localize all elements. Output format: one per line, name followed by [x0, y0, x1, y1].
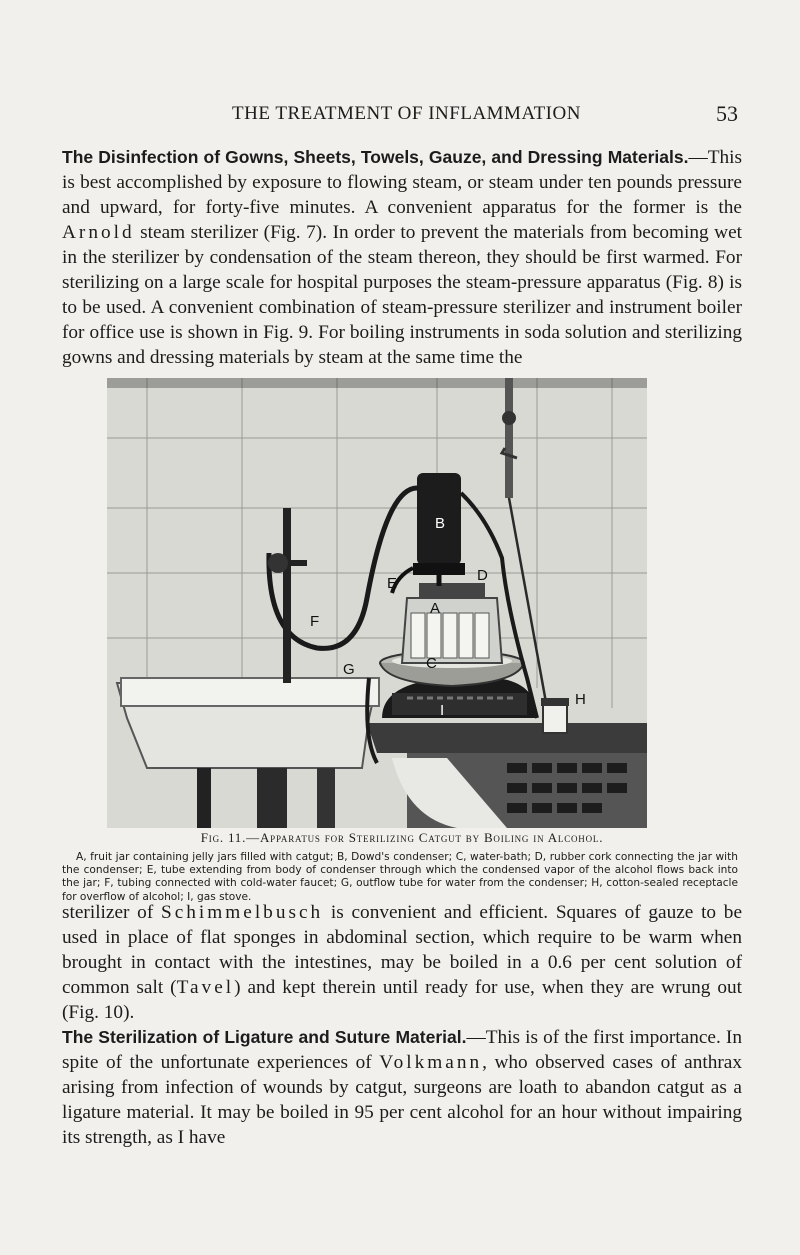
- figure-sterilizing-apparatus: [107, 378, 647, 828]
- label-f: F: [310, 613, 320, 630]
- running-title: THE TREATMENT OF INFLAMMATION: [232, 103, 581, 124]
- label-a: A: [430, 600, 441, 617]
- label-d: D: [477, 567, 488, 584]
- person-name-arnold: Arnold: [62, 222, 135, 243]
- paragraph-text: —This is of the first importance. In spite of the unfortunate experiences of: [62, 1027, 742, 1073]
- label-e: E: [387, 575, 398, 592]
- label-h: H: [575, 691, 586, 708]
- label-i: I: [440, 702, 445, 719]
- paragraph-text: is convenient and efficient. Squares of gauze to be used in place of flat sponges in abdominal section, which require to be warm when brought in contact with the intestines, may be boiled in a 0.6 per cent solution of common salt (: [62, 902, 742, 998]
- apparatus-photograph: [107, 378, 647, 828]
- section-heading-ligature: The Sterilization of Ligature and Suture Material.: [62, 1027, 467, 1047]
- paragraph-text: ) and kept therein until ready for use, when they are wrung out (Fig. 10).: [62, 977, 742, 1023]
- paragraph-text: —This is best accomplished by exposure to flowing steam, or steam under ten pounds pressure and upward, for forty-five minutes. A convenient apparatus for the former is the: [62, 147, 742, 218]
- label-c: C: [426, 655, 437, 672]
- label-g: G: [343, 661, 355, 678]
- paragraph-text: , who observed cases of anthrax arising from infection of wounds by catgut, surgeons are loath to abandon catgut as a ligature material. It may be boiled in 95 per cent alcohol for an hour without impairing its strength, as I have: [62, 1052, 742, 1148]
- paragraph-gowns-disinfection: [62, 145, 742, 370]
- paragraph-ligature-sterilization: [62, 900, 742, 1150]
- figure-legend: A, fruit jar containing jelly jars filled with catgut; B, Dowd's condenser; C, water-bath; D, rubber cork connecting the jar with the condenser; E, tube extending from body of condenser through which the condensed vapor of the alcohol flows back into the jar; F, tubing connected with cold-water faucet; G, outflow tube for water from the condenser; H, cotton-sealed receptacle for overflow of alcohol; I, gas stove.: [62, 851, 738, 903]
- figure-caption: Fig. 11.—Apparatus for Sterilizing Catgut by Boiling in Alcohol.: [200, 830, 604, 845]
- label-b: B: [435, 515, 446, 532]
- running-head: [62, 103, 738, 131]
- page-number: 53: [716, 101, 738, 126]
- person-name-schimmelbusch: Schimmelbusch: [160, 902, 324, 923]
- paragraph-text: sterilizer of: [62, 902, 161, 923]
- person-name-tavel: Tavel: [176, 977, 235, 998]
- section-heading-disinfection: The Disinfection of Gowns, Sheets, Towels, Gauze, and Dressing Materials.: [62, 147, 689, 167]
- person-name-volkmann: Volkmann: [379, 1052, 483, 1073]
- paragraph-text: steam sterilizer (Fig. 7). In order to prevent the materials from becoming wet in the sterilizer by condensation of the steam thereon, they should be first warmed. For sterilizing on a large scale for hospital purposes the steam-pressure apparatus (Fig. 8) is to be used. A convenient combination of steam-pressure sterilizer and instrument boiler for office use is shown in Fig. 9. For boiling instruments in soda solution and sterilizing gowns and dressing materials by steam at the same time the: [62, 222, 742, 368]
